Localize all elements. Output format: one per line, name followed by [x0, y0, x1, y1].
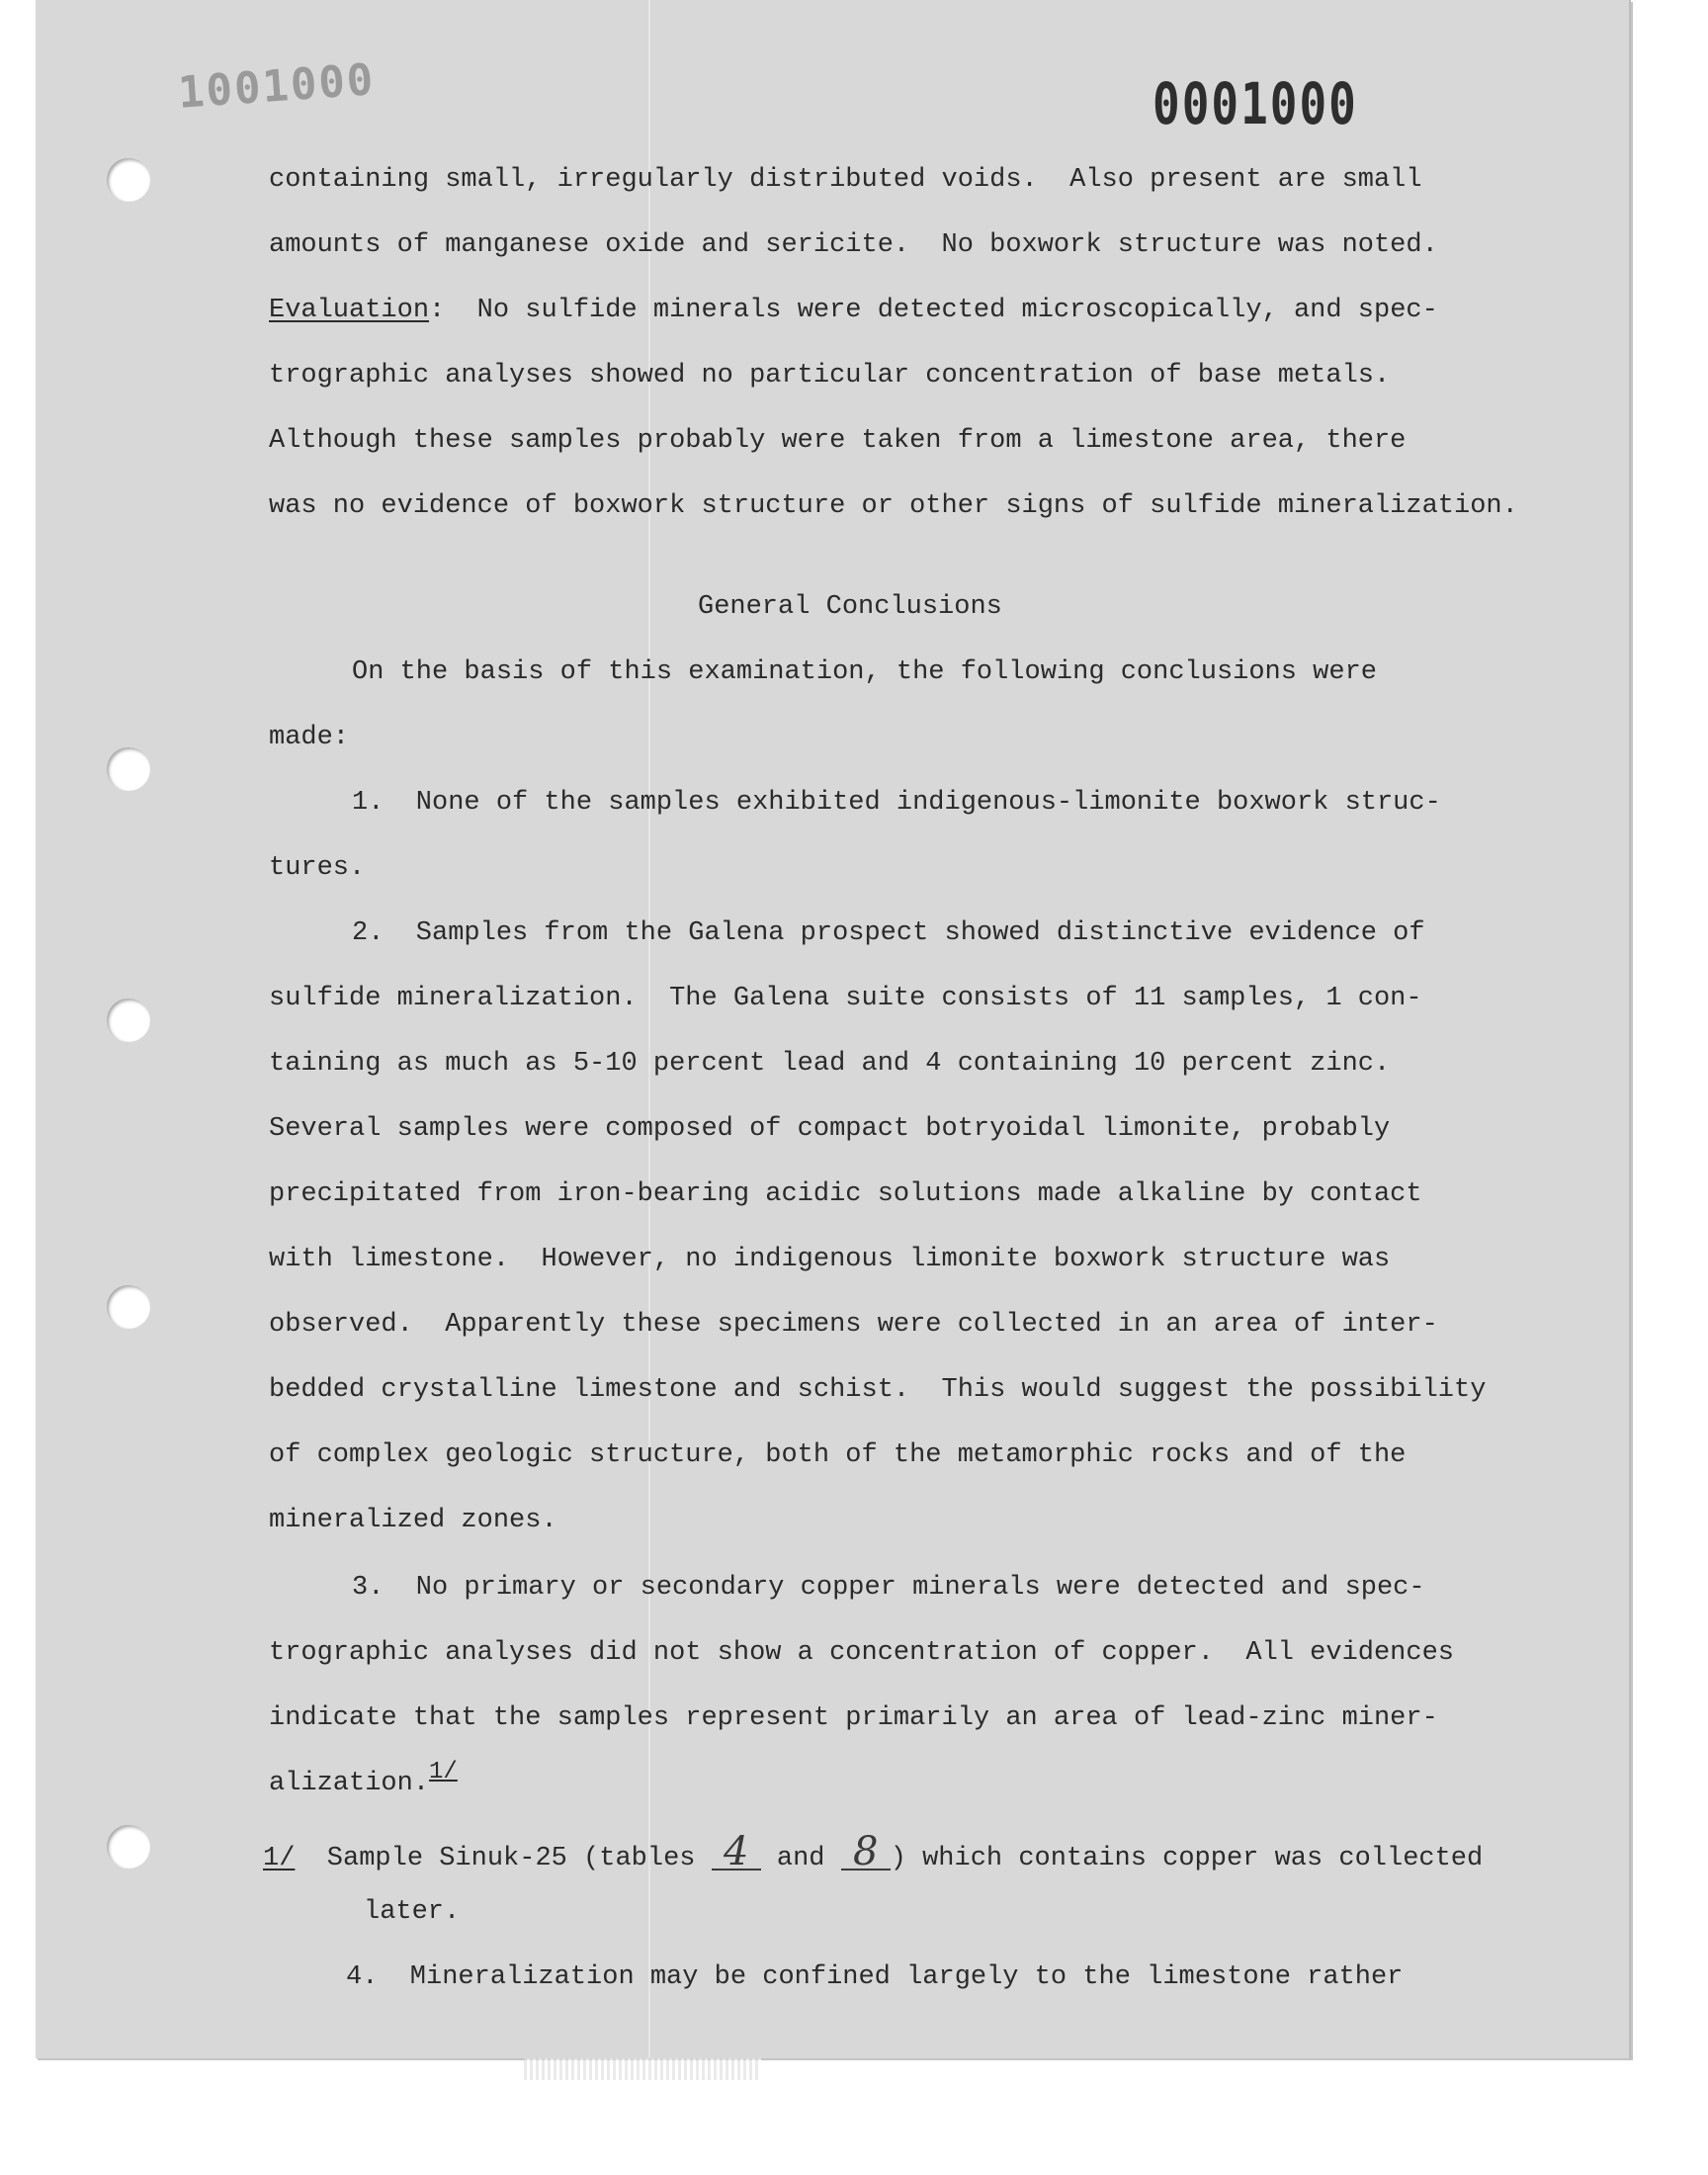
text-line [269, 295, 1438, 326]
text-span: alization. [269, 1769, 430, 1798]
text-line: made: [269, 723, 350, 752]
text-line: mineralized zones. [269, 1506, 557, 1535]
text-line: Although these samples probably were taken from a limestone area, there [269, 426, 1407, 456]
text-span: and [760, 1844, 841, 1873]
text-line: 1. None of the samples exhibited indigenous-limonite boxwork struc- [352, 788, 1441, 818]
text-line: 2. Samples from the Galena prospect showed distinctive evidence of [352, 918, 1425, 948]
text-line [269, 1759, 458, 1800]
text-line: of complex geologic structure, both of the metamorphic rocks and of the [269, 1440, 1407, 1470]
footnote-line: later. [364, 1897, 461, 1927]
text-line: was no evidence of boxwork structure or other signs of sulfide mineralization. [269, 491, 1518, 521]
punch-hole [107, 158, 150, 202]
faded-stamp-number: 1001000 [176, 54, 377, 119]
text-line: 4. Mineralization may be confined largely to the limestone rather [346, 1962, 1404, 1992]
handwritten-table-number: 4 [712, 1835, 761, 1870]
text-span: : No sulfide minerals were detected microscopically, and spec- [429, 296, 1438, 325]
punch-hole [107, 999, 150, 1042]
text-line: trographic analyses showed no particular concentration of base metals. [269, 361, 1391, 391]
text-span: Sample Sinuk-25 (tables [295, 1844, 712, 1873]
text-line: trographic analyses did not show a concentration of copper. All evidences [269, 1638, 1454, 1668]
handwritten-table-number: 8 [841, 1835, 891, 1870]
text-line: precipitated from iron-bearing acidic solutions made alkaline by contact [269, 1179, 1422, 1209]
text-line: indicate that the samples represent primarily an area of lead-zinc miner- [269, 1703, 1438, 1733]
footnote-reference: 1/ [429, 1759, 458, 1785]
text-line: containing small, irregularly distributed voids. Also present are small [269, 165, 1422, 195]
text-line: On the basis of this examination, the following conclusions were [352, 657, 1377, 687]
footnote-mark: 1/ [263, 1844, 296, 1873]
evaluation-label: Evaluation [269, 296, 430, 325]
section-heading: General Conclusions [698, 592, 1002, 622]
text-line: Several samples were composed of compact botryoidal limonite, probably [269, 1114, 1391, 1144]
punch-hole [107, 1285, 150, 1329]
scan-artifact [524, 2058, 761, 2080]
punch-hole [107, 747, 150, 791]
text-line: sulfide mineralization. The Galena suite consists of 11 samples, 1 con- [269, 984, 1422, 1013]
text-line: observed. Apparently these specimens were collected in an area of inter- [269, 1310, 1438, 1340]
page-stamp-number: 0001000 [1153, 70, 1358, 137]
text-line: 3. No primary or secondary copper minerals were detected and spec- [352, 1573, 1425, 1603]
text-line: with limestone. However, no indigenous limonite boxwork structure was [269, 1245, 1391, 1274]
text-line: amounts of manganese oxide and sericite. No boxwork structure was noted. [269, 230, 1438, 260]
text-span: ) which contains copper was collected [890, 1844, 1484, 1873]
text-line: taining as much as 5-10 percent lead and 4 containing 10 percent zinc. [269, 1049, 1391, 1079]
text-line: bedded crystalline limestone and schist. This would suggest the possibility [269, 1375, 1487, 1405]
footnote-line [263, 1829, 1484, 1874]
punch-hole [107, 1825, 150, 1869]
text-line: tures. [269, 853, 366, 883]
